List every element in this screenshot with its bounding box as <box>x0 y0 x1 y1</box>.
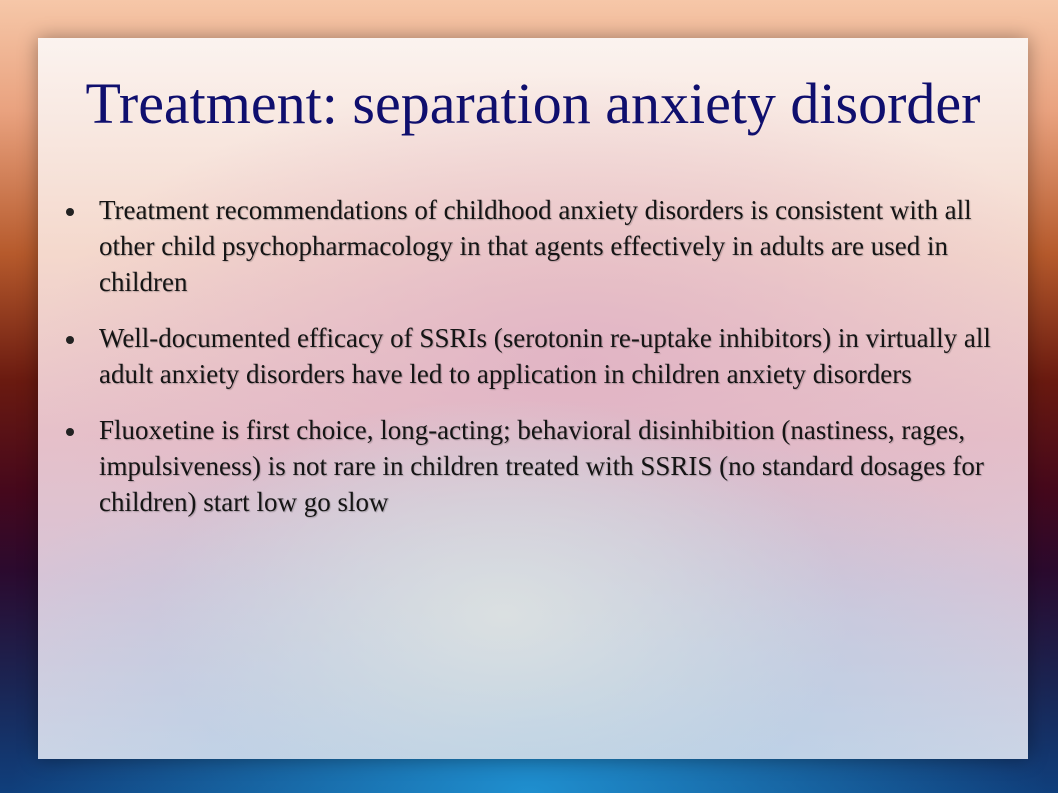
bullet-dot-icon <box>66 428 74 436</box>
bullet-text: Treatment recommendations of childhood anxiety disorders is consistent with all other child psychopharmacology in that agents effectively in adults are used in children <box>99 195 972 297</box>
bullet-dot-icon <box>66 336 74 344</box>
bullet-text: Well-documented efficacy of SSRIs (serotonin re-uptake inhibitors) in virtually all adult anxiety disorders have led to application in children anxiety disorders <box>99 323 991 389</box>
bullet-list <box>66 192 996 540</box>
bullet-dot-icon <box>66 208 74 216</box>
slide-panel <box>38 38 1028 759</box>
list-item <box>66 320 996 392</box>
bullet-text: Fluoxetine is first choice, long-acting; behavioral disinhibition (nastiness, rages, impulsiveness) is not rare in children treated with SSRIS (no standard dosages for children) start low go slow <box>99 415 984 517</box>
list-item <box>66 412 996 520</box>
list-item <box>66 192 996 300</box>
slide-title: Treatment: separation anxiety disorder <box>85 71 981 136</box>
